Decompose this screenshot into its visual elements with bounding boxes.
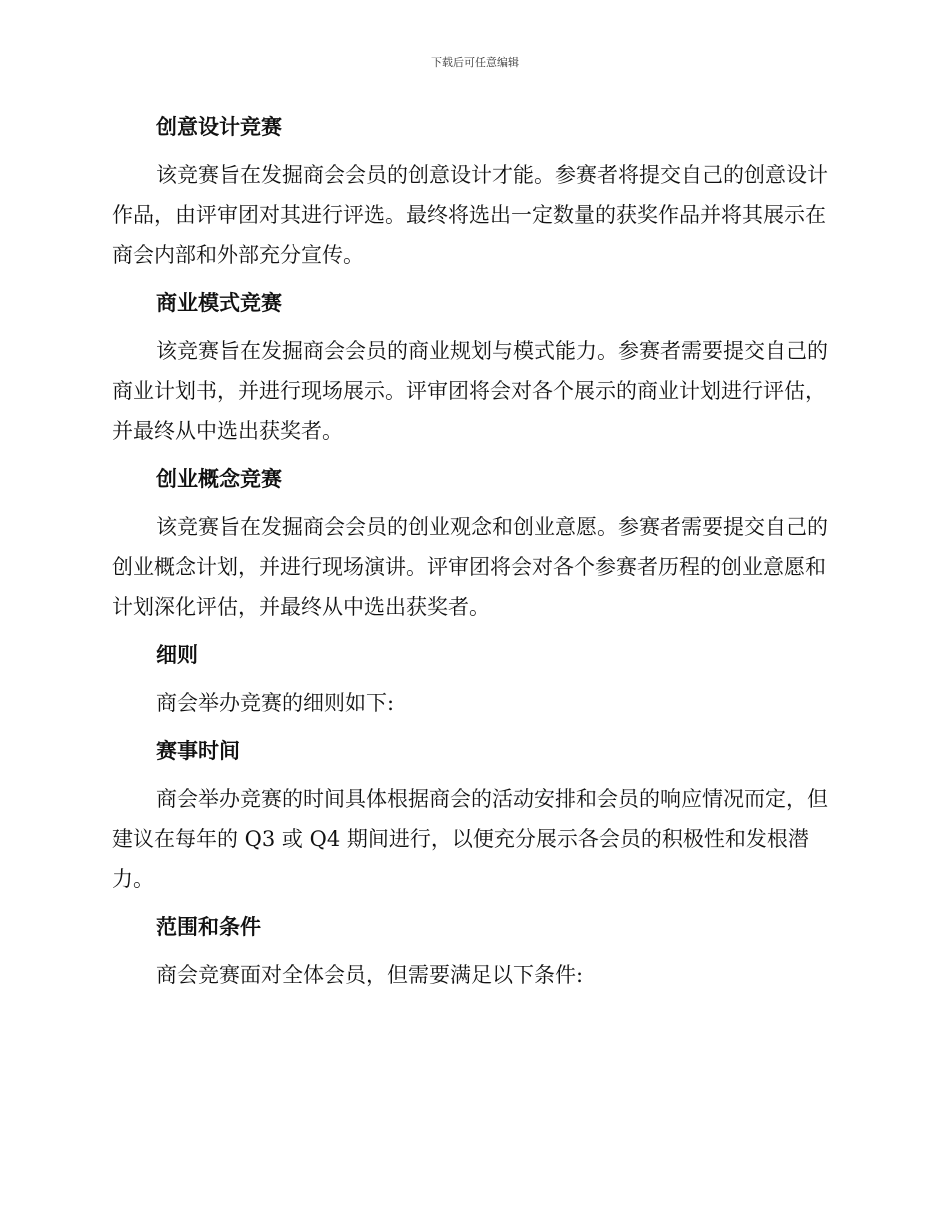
section-heading-business-model: 商业模式竞赛 [156,291,282,315]
section-heading-creative-design: 创意设计竞赛 [156,115,282,139]
document-body [112,112,832,995]
section-paragraph-event-time: 商会举办竞赛的时间具体根据商会的活动安排和会员的响应情况而定，但建议在每年的 Q3 或 Q4 期间进行，以便充分展示各会员的积极性和发根潜力。 [112,787,828,891]
section-heading-event-time: 赛事时间 [156,739,240,763]
section-paragraph-startup-concept: 该竞赛旨在发掘商会会员的创业观念和创业意愿。参赛者需要提交自己的创业概念计划，并进行现场演讲。评审团将会对各个参赛者历程的创业意愿和计划深化评估，并最终从中选出获奖者。 [112,515,828,619]
section-paragraph-rules: 商会举办竞赛的细则如下: [156,691,395,715]
section-heading-startup-concept: 创业概念竞赛 [156,467,282,491]
section-heading-scope-conditions: 范围和条件 [156,915,261,939]
section-heading-rules: 细则 [156,643,198,667]
section-paragraph-creative-design: 该竞赛旨在发掘商会会员的创意设计才能。参赛者将提交自己的创意设计作品，由评审团对其进行评选。最终将选出一定数量的获奖作品并将其展示在商会内部和外部充分宣传。 [112,163,828,267]
page-header: 下载后可任意编辑 [431,56,519,69]
section-paragraph-scope-conditions: 商会竞赛面对全体会员，但需要满足以下条件: [156,963,584,987]
section-paragraph-business-model: 该竞赛旨在发掘商会会员的商业规划与模式能力。参赛者需要提交自己的商业计划书，并进行现场展示。评审团将会对各个展示的商业计划进行评估，并最终从中选出获奖者。 [112,339,828,443]
